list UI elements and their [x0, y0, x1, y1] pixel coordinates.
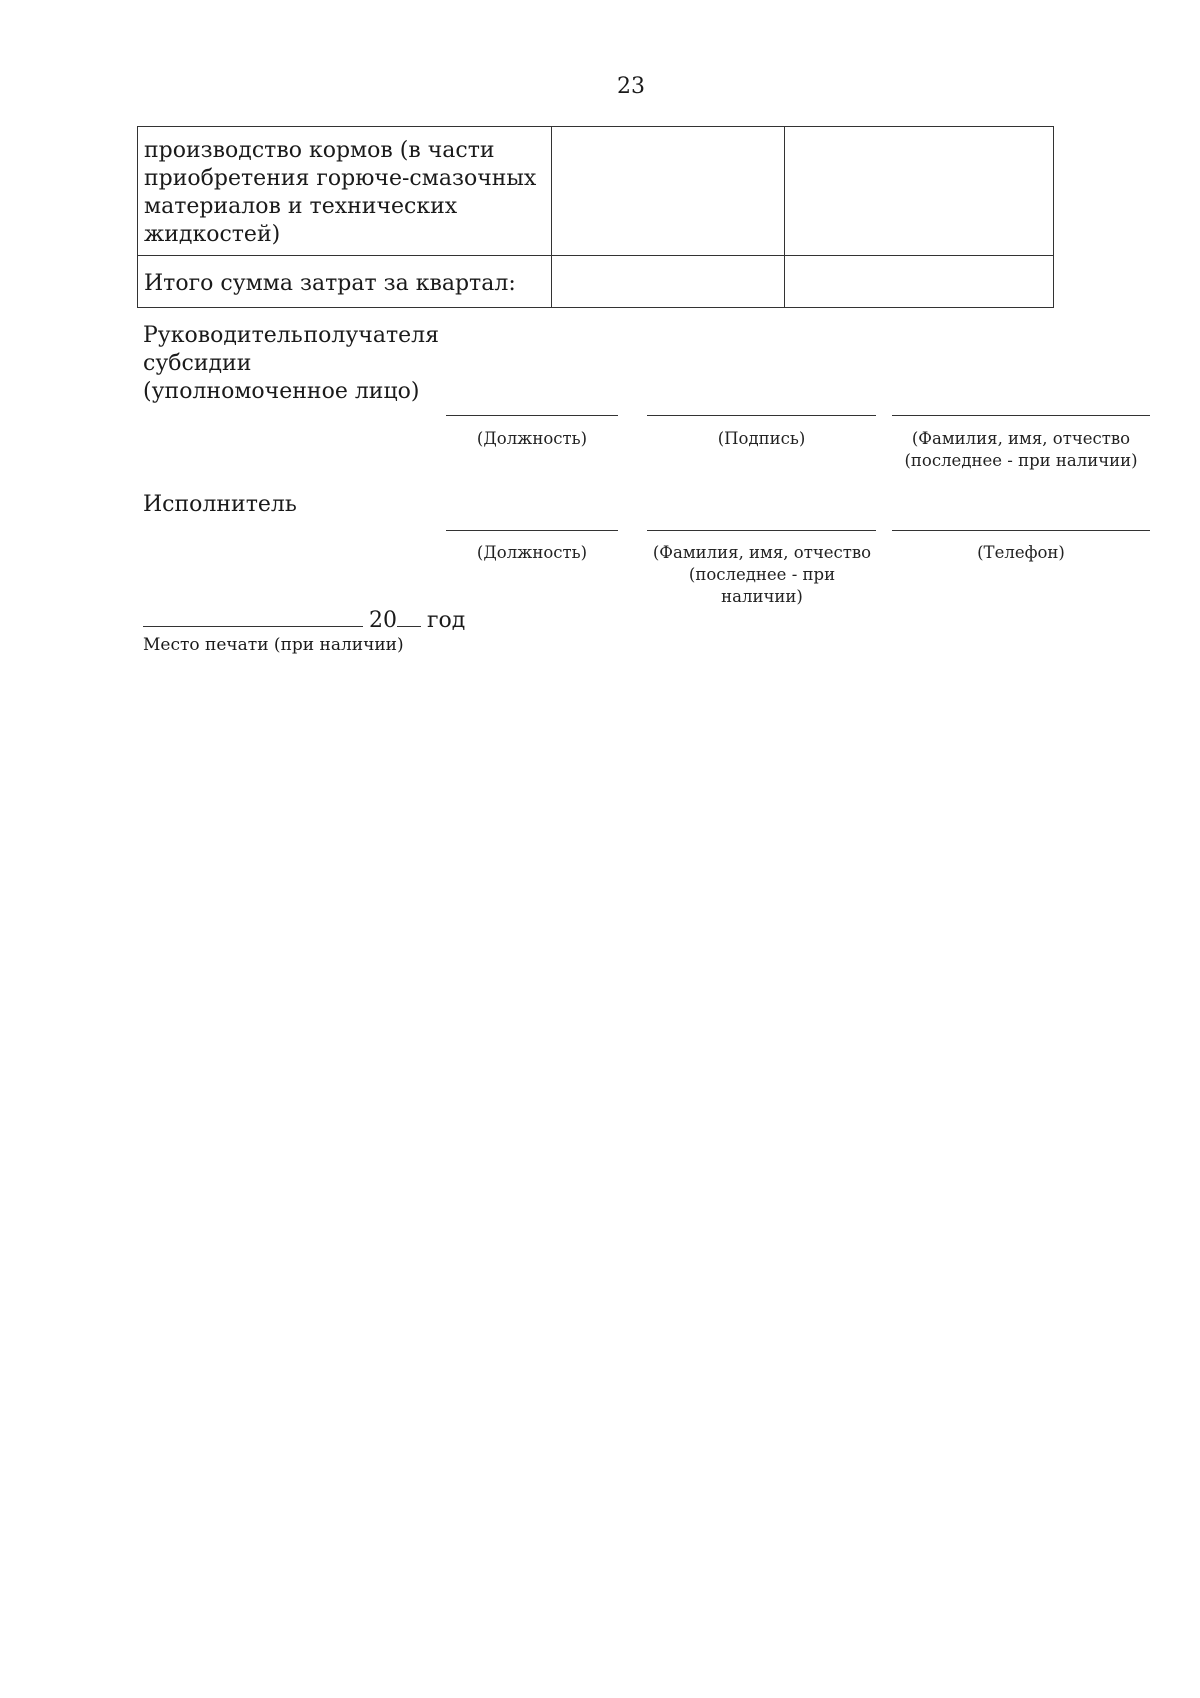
head-title-word1: Руководитель	[143, 323, 303, 348]
date-line	[143, 604, 465, 635]
row-value-cell	[552, 127, 784, 256]
head-signature-caption: (Подпись)	[717, 429, 806, 448]
head-title-line2: субсидии	[143, 351, 252, 376]
stamp-note: Место печати (при наличии)	[143, 635, 404, 655]
year-blank	[397, 604, 421, 627]
head-signature-title	[143, 322, 439, 406]
head-fullname-line	[892, 415, 1150, 416]
table-row	[138, 127, 1054, 256]
head-position-caption: (Должность)	[476, 429, 588, 448]
head-position-line	[446, 415, 618, 416]
head-title-word2: получателя	[303, 323, 439, 348]
row-value-cell	[784, 127, 1053, 256]
total-label: Итого сумма затрат за квартал:	[138, 256, 552, 308]
head-title-line3: (уполномоченное лицо)	[143, 379, 420, 404]
head-signature-line	[647, 415, 876, 416]
executor-position-line	[446, 530, 618, 531]
executor-fullname-caption: (Фамилия, имя, отчество (последнее - при наличии)	[652, 543, 872, 606]
executor-fullname-line	[647, 530, 876, 531]
head-fullname-caption: (Фамилия, имя, отчество (последнее - при наличии)	[904, 429, 1138, 470]
row-label: производство кормов (в части приобретения горюче-смазочных материалов и технических жидкостей)	[138, 127, 552, 256]
costs-table	[137, 126, 1054, 308]
executor-phone-line	[892, 530, 1150, 531]
executor-position-caption: (Должность)	[476, 543, 588, 562]
total-value-cell	[784, 256, 1053, 308]
date-blank	[143, 604, 363, 627]
date-century: 20	[369, 608, 397, 633]
executor-title: Исполнитель	[143, 492, 297, 517]
total-value-cell	[552, 256, 784, 308]
executor-phone-caption: (Телефон)	[977, 543, 1065, 562]
table-row-total	[138, 256, 1054, 308]
date-year-word: год	[427, 608, 466, 633]
page-number: 23	[617, 74, 645, 99]
